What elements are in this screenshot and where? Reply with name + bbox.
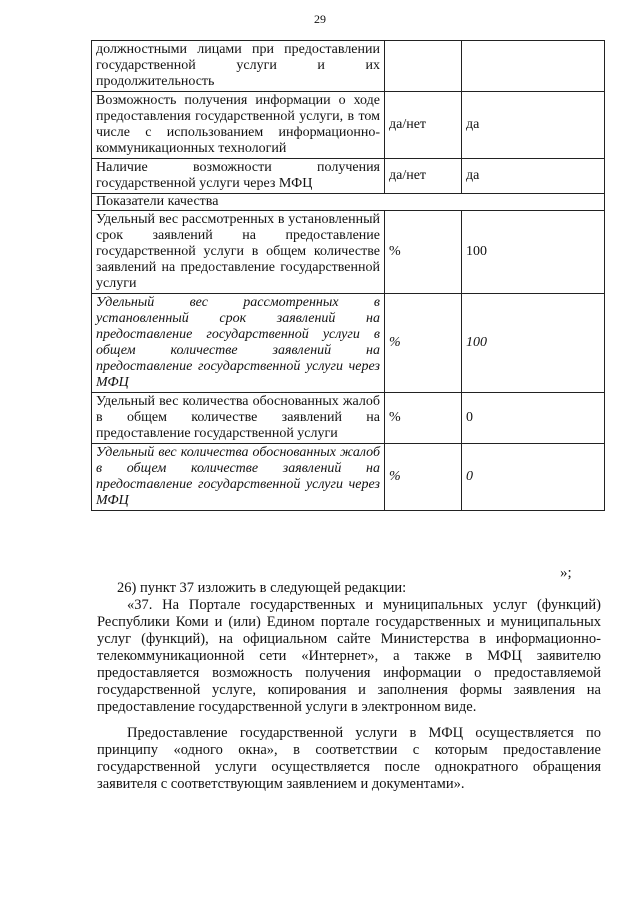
indicator-unit: % [385,294,462,393]
section-heading: Показатели качества [92,194,605,211]
indicator-value: да [462,159,605,194]
indicator-value: да [462,92,605,159]
indicator-value: 0 [462,444,605,511]
table-row [92,159,605,194]
page-number: 29 [314,12,326,26]
indicator-description: Удельный вес рассмотренных в установленный срок заявлений на предоставление государственной услуги в общем количестве заявлений на предоставление государственной услуги [92,211,385,294]
table-row [92,294,605,393]
indicator-description: Удельный вес рассмотренных в установленный срок заявлений на предоставление государственной услуги в общем количестве заявлений на предоставление государственной услуги через МФЦ [92,294,385,393]
indicator-unit: да/нет [385,92,462,159]
indicators-table [91,40,605,511]
body-text [97,580,601,793]
indicator-description: Наличие возможности получения государственной услуги через МФЦ [92,159,385,194]
table-row [92,393,605,444]
indicator-value: 100 [462,211,605,294]
paragraph-one-window: Предоставление государственной услуги в МФЦ осуществляется по принципу «одного окна», в соответствии с которым предоставление государственной услуги осуществляется после однократного обращения заявителя с соответствующим заявлением и документами». [97,725,601,792]
indicator-unit [385,41,462,92]
indicator-description: должностными лицами при предоставлении государственной услуги и их продолжительность [92,41,385,92]
indicator-unit: % [385,393,462,444]
indicator-description: Удельный вес количества обоснованных жалоб в общем количестве заявлений на предоставление государственной услуги [92,393,385,444]
paragraph-amendment-heading: 26) пункт 37 изложить в следующей редакции: [117,580,407,596]
indicator-value [462,41,605,92]
indicator-description: Возможность получения информации о ходе предоставления государственной услуги, в том числе с использованием информационно-коммуникационных технологий [92,92,385,159]
indicator-unit: да/нет [385,159,462,194]
indicator-unit: % [385,444,462,511]
closing-quote: »; [560,565,572,581]
table-row [92,41,605,92]
table-row [92,444,605,511]
table-row [92,211,605,294]
paragraph-clause-37: «37. На Портале государственных и муниципальных услуг (функций) Республики Коми и (или) Едином портале государственных и муниципальных услуг (функций), на официальном сайте Министерства в информационно-телекоммуникационной сети «Интернет», а также в МФЦ заявителю предоставляется возможность получения информации о предоставляемой государственной услуге, копирования и заполнения формы заявления на предоставление государственной услуги в электронном виде. [97,597,601,715]
table-row [92,92,605,159]
indicator-description: Удельный вес количества обоснованных жалоб в общем количестве заявлений на предоставление государственной услуги через МФЦ [92,444,385,511]
indicator-value: 0 [462,393,605,444]
indicator-value: 100 [462,294,605,393]
indicator-unit: % [385,211,462,294]
table-section-row [92,194,605,211]
